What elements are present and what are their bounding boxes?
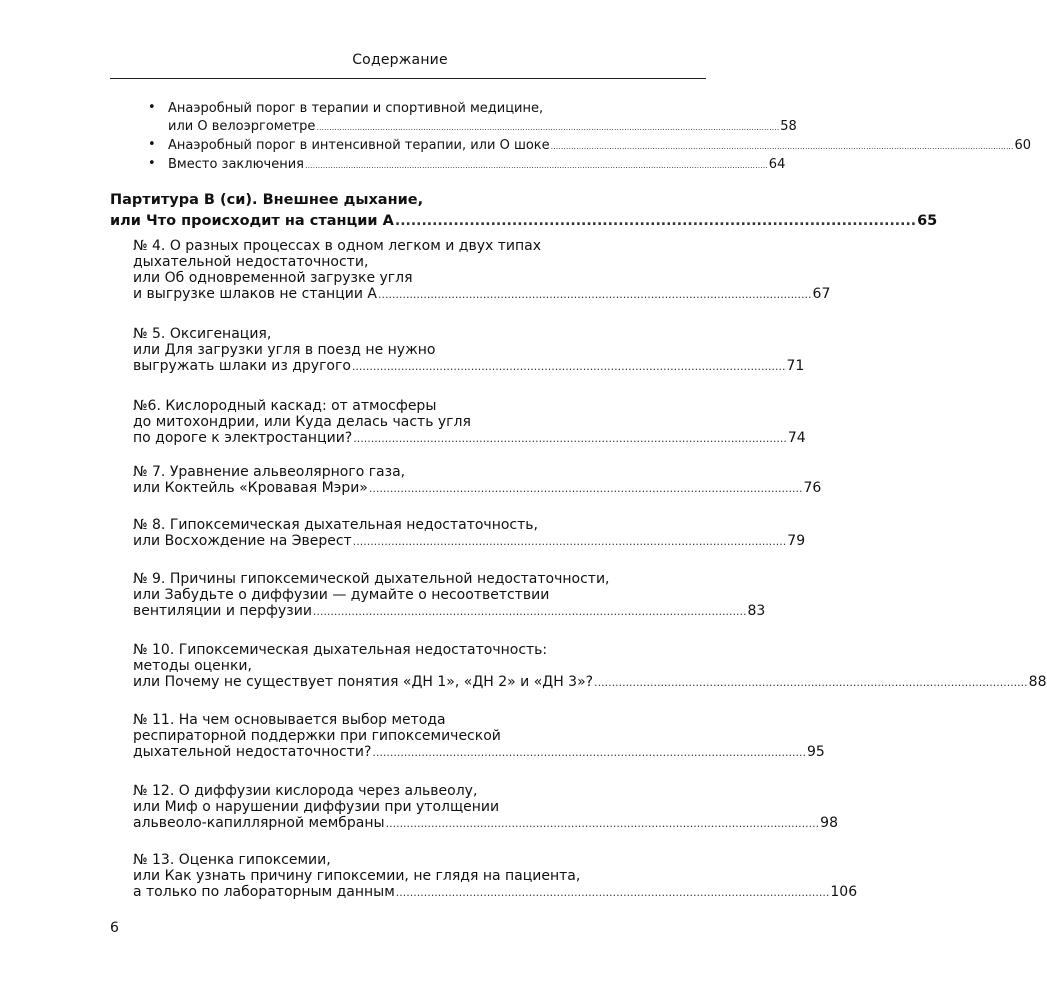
toc-entry-line: № 13. Оценка гипоксемии,: [133, 852, 331, 868]
toc-entry-line: альвеоло-капиллярной мембраны: [133, 815, 385, 831]
toc-entry: [133, 398, 806, 446]
page-ref: 88: [1028, 674, 1047, 690]
toc-entry-line: или О велоэргометре: [168, 119, 316, 134]
dot-leader: ............................................................................................................................: [594, 676, 1028, 689]
toc-entry-line: выгружать шлаки из другого: [133, 358, 351, 374]
toc-entry-line: дыхательной недостаточности?: [133, 744, 372, 760]
toc-entry-line: до митохондрии, или Куда делась часть угля: [133, 414, 471, 430]
page-ref: 71: [786, 358, 805, 374]
bullet-item: [148, 137, 1032, 156]
page-ref: 60: [1014, 138, 1032, 153]
page-ref: 76: [803, 480, 822, 496]
dot-leader: ..................................................................................................: [394, 213, 917, 229]
toc-entry-line: а только по лабораторным данным: [133, 884, 395, 900]
page-number: 6: [110, 920, 119, 936]
running-header-title: Содержание: [352, 52, 448, 68]
toc-entry: [133, 326, 805, 374]
dot-leader: ............................................................................................................................: [351, 360, 786, 373]
page-ref: 106: [830, 884, 858, 900]
toc-entry: [133, 712, 825, 760]
toc-entry: [133, 783, 838, 831]
toc-entry-line: вентиляции и перфузии: [133, 603, 312, 619]
page-ref: 65: [917, 213, 938, 229]
toc-entry: [133, 642, 1047, 690]
part-title-line: Партитура В (си). Внешнее дыхание,: [110, 192, 424, 208]
toc-entry-line: № 8. Гипоксемическая дыхательная недостаточность,: [133, 517, 538, 533]
toc-entry-line: Вместо заключения: [168, 157, 304, 172]
toc-entry-line: № 4. О разных процессах в одном легком и двух типах: [133, 238, 541, 254]
dot-leader: ............................................................................................................................: [368, 482, 803, 495]
dot-leader: ............................................................................................................................: [372, 746, 806, 759]
dot-leader: ......................................................................................................................................................................................: [304, 161, 768, 170]
toc-entry-line: Анаэробный порог в терапии и спортивной медицине,: [168, 101, 544, 116]
page-ref: 79: [787, 533, 806, 549]
toc-entry: [133, 464, 822, 496]
toc-entry: [133, 517, 806, 549]
page-ref: 83: [747, 603, 766, 619]
toc-entry: [133, 852, 858, 900]
page-ref: 98: [820, 815, 838, 831]
toc-entry-line: №6. Кислородный каскад: от атмосферы: [133, 398, 437, 414]
toc-entry-line: или Миф о нарушении диффузии при утолщении: [133, 799, 500, 815]
toc-entry-line: № 12. О диффузии кислорода через альвеолу,: [133, 783, 478, 799]
toc-entry-line: респираторной поддержки при гипоксемической: [133, 728, 501, 744]
toc-entry-line: Анаэробный порог в интенсивной терапии, или О шоке: [168, 138, 550, 153]
bullet-icon: •: [148, 137, 156, 152]
part-heading: [110, 190, 938, 232]
toc-entry-line: № 7. Уравнение альвеолярного газа,: [133, 464, 406, 480]
dot-leader: ............................................................................................................................: [312, 605, 747, 618]
toc-entry-line: № 5. Оксигенация,: [133, 326, 272, 342]
toc-entry-line: или Восхождение на Эверест: [133, 533, 352, 549]
toc-entry-line: и выгрузке шлаков не станции А: [133, 286, 377, 302]
toc-entry-line: или Коктейль «Кровавая Мэри»: [133, 480, 368, 496]
toc-entry-line: по дороге к электростанции?: [133, 430, 353, 446]
dot-leader: ......................................................................................................................................................................................: [550, 142, 1014, 151]
page-ref: 67: [812, 286, 831, 302]
toc-entry-line: или Забудьте о диффузии — думайте о несоответствии: [133, 587, 550, 603]
bullet-item: [148, 156, 786, 175]
toc-entry-line: № 11. На чем основывается выбор метода: [133, 712, 446, 728]
bullet-item: [148, 100, 797, 137]
dot-leader: ............................................................................................................................: [377, 288, 812, 301]
toc-entry-line: дыхательной недостаточности,: [133, 254, 369, 270]
bullet-icon: •: [148, 100, 156, 115]
dot-leader: ............................................................................................................................: [385, 817, 820, 830]
page-ref: 64: [768, 157, 786, 172]
toc-entry-line: или Как узнать причину гипоксемии, не глядя на пациента,: [133, 868, 581, 884]
page-ref: 58: [780, 119, 797, 134]
toc-entry-line: № 10. Гипоксемическая дыхательная недостаточность:: [133, 642, 548, 658]
bullet-icon: •: [148, 156, 156, 171]
dot-leader: ............................................................................................................................: [352, 535, 787, 548]
dot-leader: ......................................................................................................................................................................................: [316, 123, 780, 132]
page-ref: 74: [787, 430, 806, 446]
header-rule: [110, 78, 706, 79]
toc-entry-line: № 9. Причины гипоксемической дыхательной недостаточности,: [133, 571, 610, 587]
part-title-line: или Что происходит на станции А: [110, 213, 394, 229]
toc-entry-line: методы оценки,: [133, 658, 252, 674]
dot-leader: ............................................................................................................................: [353, 432, 787, 445]
toc-entry: [133, 571, 766, 619]
toc-entry-line: или Для загрузки угля в поезд не нужно: [133, 342, 436, 358]
dot-leader: ............................................................................................................................: [395, 886, 830, 899]
toc-entry-line: или Об одновременной загрузке угля: [133, 270, 413, 286]
toc-entry-line: или Почему не существует понятия «ДН 1», «ДН 2» и «ДН 3»?: [133, 674, 594, 690]
toc-entry: [133, 238, 831, 302]
bullet-list: [148, 100, 1032, 175]
page-ref: 95: [806, 744, 825, 760]
